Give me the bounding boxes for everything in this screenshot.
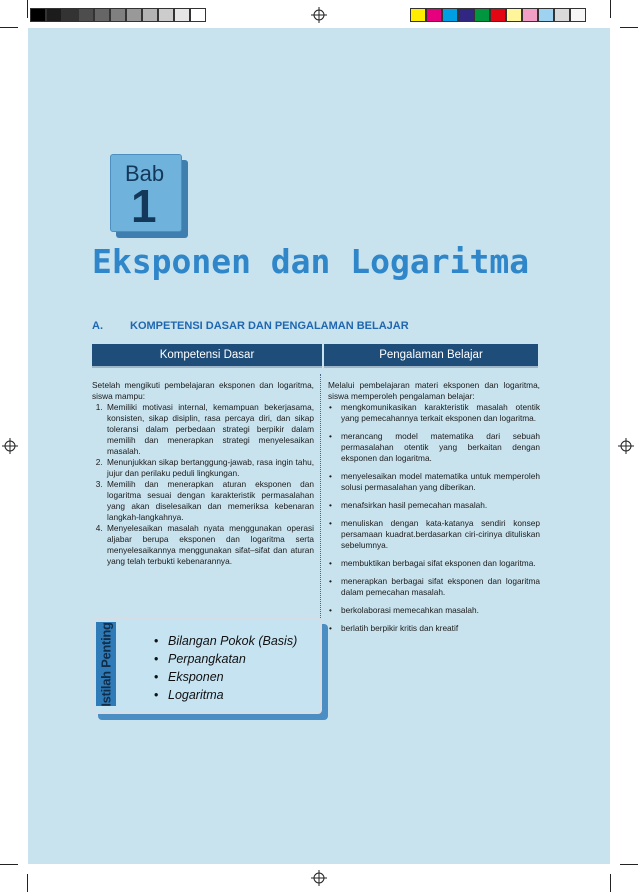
list-item: • merancang model matematika dari sebuah permasalahan otentik yang berkaitan dengan eksponen dan logaritma.	[328, 431, 540, 464]
section-title: KOMPETENSI DASAR DAN PENGALAMAN BELAJAR	[130, 320, 409, 332]
istilah-terms-list	[154, 632, 297, 704]
list-item: • berlatih berpikir kritis dan kreatif	[328, 623, 540, 634]
crop-mark-icon	[620, 27, 638, 28]
list-item: • berkolaborasi memecahkan masalah.	[328, 605, 540, 616]
crop-mark-icon	[27, 874, 28, 892]
crop-mark-icon	[0, 27, 18, 28]
list-item: • menerapkan berbagai sifat eksponen dan logaritma dalam pemecahan masalah.	[328, 576, 540, 598]
registration-mark-icon	[311, 7, 327, 23]
chapter-title: Eksponen dan Logaritma	[92, 242, 530, 281]
istilah-term: • Logaritma	[154, 686, 297, 704]
registration-mark-icon	[618, 438, 634, 454]
pengalaman-intro: Melalui pembelajaran materi eksponen dan logaritma, siswa memperoleh pengalaman belajar:	[328, 380, 540, 401]
list-item: • menafsirkan hasil pemecahan masalah.	[328, 500, 540, 511]
pengalaman-column	[328, 380, 540, 641]
color-calibration-strip	[410, 8, 586, 22]
crop-mark-icon	[0, 864, 18, 865]
crop-mark-icon	[610, 0, 611, 18]
istilah-term: • Eksponen	[154, 668, 297, 686]
crop-mark-icon	[620, 864, 638, 865]
istilah-penting-label	[96, 622, 116, 706]
pengalaman-list	[328, 402, 540, 634]
list-item: • membuktikan berbagai sifat eksponen dan logaritma.	[328, 558, 540, 569]
section-heading	[92, 320, 409, 332]
kompetensi-column	[92, 380, 314, 567]
grayscale-calibration-strip	[30, 8, 206, 22]
crop-mark-icon	[27, 0, 28, 18]
kompetensi-intro: Setelah mengikuti pembelajaran eksponen dan logaritma, siswa mampu:	[92, 380, 314, 401]
istilah-term: • Bilangan Pokok (Basis)	[154, 632, 297, 650]
list-item: • mengkomunikasikan karakteristik masalah otentik yang pemecahannya terkait eksponen dan logaritma.	[328, 402, 540, 424]
section-letter: A.	[92, 320, 103, 332]
list-item: 4. Menyelesaikan masalah nyata menggunakan operasi aljabar berupa eksponen dan logaritma serta menyelesaikannya menggunakan sifat–sifat dan aturan yang telah terbukti kebenarannya.	[105, 523, 314, 567]
list-item: • menyelesaikan model matematika untuk memperoleh solusi permasalahan yang diberikan.	[328, 471, 540, 493]
list-item: 3. Memilih dan menerapkan aturan eksponen dan logaritma sesuai dengan karakteristik permasalahan yang akan diselesaikan dan memeriksa kebenaran langkah-langkahnya.	[105, 479, 314, 523]
registration-mark-icon	[311, 870, 327, 886]
istilah-penting-text: Istilah Penting	[98, 622, 114, 706]
chapter-number: 1	[131, 180, 157, 232]
list-item: 2. Menunjukkan sikap bertanggung-jawab, rasa ingin tahu, jujur dan perilaku peduli lingkungan.	[105, 457, 314, 479]
page	[28, 28, 610, 864]
registration-mark-icon	[2, 438, 18, 454]
list-item: • menuliskan dengan kata-katanya sendiri konsep persamaan kuadrat.berdasarkan ciri-cirinya dituliskan sebelumnya.	[328, 518, 540, 551]
istilah-term: • Perpangkatan	[154, 650, 297, 668]
table-header-kompetensi: Kompetensi Dasar	[92, 344, 322, 368]
kompetensi-list	[92, 402, 314, 567]
list-item: 1. Memiliki motivasi internal, kemampuan bekerjasama, konsisten, sikap disiplin, rasa percaya diri, dan sikap toleransi dalam perbedaan strategi berpikir dalam memilih dan menerapkan strategi menyelesaikan masalah.	[105, 402, 314, 457]
chapter-label: Bab	[125, 161, 165, 186]
crop-mark-icon	[610, 874, 611, 892]
chapter-badge	[110, 154, 182, 232]
table-header-pengalaman: Pengalaman Belajar	[324, 344, 538, 368]
